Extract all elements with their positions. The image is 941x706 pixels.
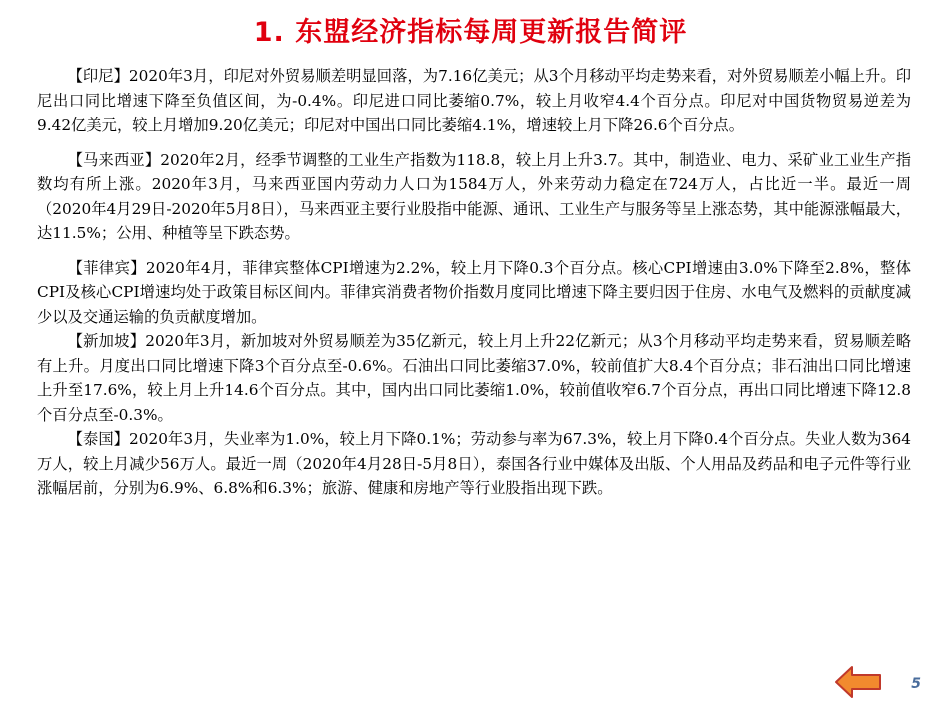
paragraph-indonesia: 【印尼】2020年3月，印尼对外贸易顺差明显回落，为7.16亿美元；从3个月移动平均走势来看，对外贸易顺差小幅上升。印尼出口同比增速下降至负值区间，为-0.4%。印尼进口同比萎缩0.7%，较上月收窄4.4个百分点。印尼对中国货物贸易逆差为9.42亿美元，较上月增加9.20亿美元；印尼对中国出口同比萎缩4.1%，增速较上月下降26.6个百分点。	[37, 67, 911, 134]
paragraph-singapore: 【新加坡】2020年3月，新加坡对外贸易顺差为35亿新元，较上月上升22亿新元；从3个月移动平均走势来看，贸易顺差略有上升。月度出口同比增速下降3个百分点至-0.6%。石油出口同比萎缩37.0%，较前值扩大8.4个百分点；非石油出口同比增速上升至17.6%，较上月上升14.6个百分点。其中，国内出口同比萎缩1.0%，较前值收窄6.7个百分点，再出口同比增速下降12.8个百分点至-0.3%。	[37, 332, 911, 424]
report-body	[37, 64, 911, 501]
paragraph-thailand: 【泰国】2020年3月，失业率为1.0%，较上月下降0.1%；劳动参与率为67.3%，较上月下降0.4个百分点。失业人数为364万人，较上月减少56万人。最近一周（2020年4月28日-5月8日），泰国各行业中媒体及出版、个人用品及药品和电子元件等行业涨幅居前，分别为6.9%、6.8%和6.3%；旅游、健康和房地产等行业股指出现下跌。	[37, 430, 911, 497]
paragraph-malaysia: 【马来西亚】2020年2月，经季节调整的工业生产指数为118.8，较上月上升3.7。其中，制造业、电力、采矿业工业生产指数均有所上涨。2020年3月，马来西亚国内劳动力人口为1584万人，外来劳动力稳定在724万人，占比近一半。最近一周（2020年4月29日-2020年5月8日），马来西亚主要行业股指中能源、通讯、工业生产与服务等呈上涨态势，其中能源涨幅最大，达11.5%；公用、种植等呈下跌态势。	[37, 150, 911, 242]
previous-page-button[interactable]	[834, 664, 882, 700]
page-number: 5	[911, 676, 921, 692]
paragraph-philippines: 【菲律宾】2020年4月，菲律宾整体CPI增速为2.2%，较上月下降0.3个百分点。核心CPI增速由3.0%下降至2.8%，整体CPI及核心CPI增速均处于政策目标区间内。菲律宾消费者物价指数月度同比增速下降主要归因于住房、水电气及燃料的贡献度减少以及交通运输的负贡献度增加。	[37, 258, 911, 326]
left-arrow-icon	[834, 664, 882, 700]
page-title: 1. 东盟经济指标每周更新报告简评	[253, 17, 688, 48]
